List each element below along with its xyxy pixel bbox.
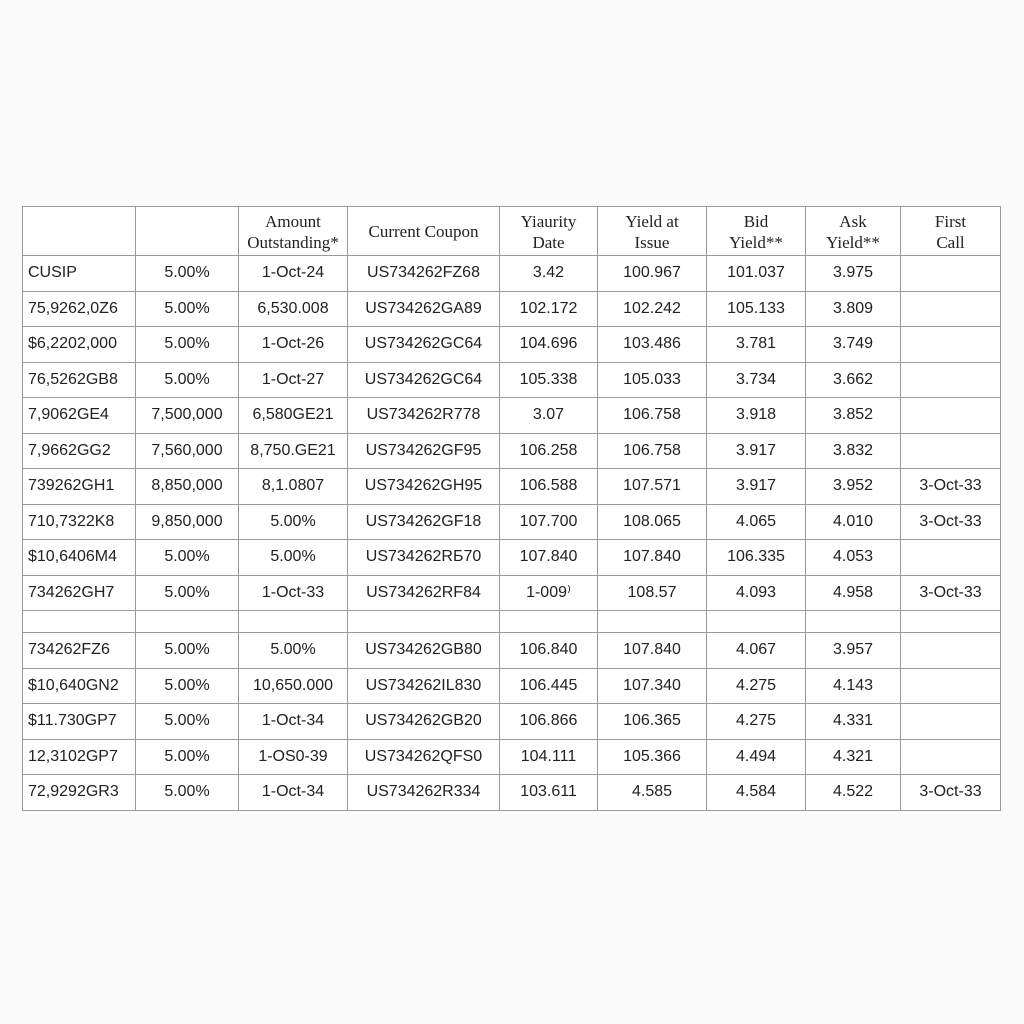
table-cell: US734262RF84 — [348, 575, 500, 611]
table-cell: 4.143 — [806, 668, 901, 704]
table-cell: 106.588 — [500, 469, 598, 505]
table-cell: 734262GH7 — [23, 575, 136, 611]
table-cell: $10,640GN2 — [23, 668, 136, 704]
table-cell: 3.975 — [806, 256, 901, 292]
table-cell: 101.037 — [707, 256, 806, 292]
table-cell: 4.067 — [707, 633, 806, 669]
table-cell — [901, 739, 1001, 775]
table-cell: 3-Oct-33 — [901, 469, 1001, 505]
table-row — [23, 668, 1001, 704]
table-cell: 103.611 — [500, 775, 598, 811]
table-cell: 4.275 — [707, 704, 806, 740]
table-row — [23, 775, 1001, 811]
table-row — [23, 704, 1001, 740]
table-cell: 1-Oct-34 — [239, 704, 348, 740]
table-cell: 106.758 — [598, 398, 707, 434]
table-row — [23, 611, 1001, 633]
table-cell: $6,2202,000 — [23, 327, 136, 363]
table-cell: 104.111 — [500, 739, 598, 775]
table-cell: 3.749 — [806, 327, 901, 363]
table-cell: 3.852 — [806, 398, 901, 434]
column-header — [598, 207, 707, 256]
table-cell: 5.00% — [136, 291, 239, 327]
table-cell: 1-Oct-34 — [239, 775, 348, 811]
table-cell: 12,3102GP7 — [23, 739, 136, 775]
table-cell: 10,650.000 — [239, 668, 348, 704]
table-cell: 106.866 — [500, 704, 598, 740]
table-cell: 3.781 — [707, 327, 806, 363]
table-cell: 105.033 — [598, 362, 707, 398]
column-header-line: Amount — [265, 211, 321, 231]
table-cell: 107.700 — [500, 504, 598, 540]
column-header-line: First — [934, 211, 967, 231]
table-cell — [598, 611, 707, 633]
table-cell: 4.275 — [707, 668, 806, 704]
table-cell: US734262R778 — [348, 398, 500, 434]
table-cell: 108.065 — [598, 504, 707, 540]
table-cell: 75,9262,0Z6 — [23, 291, 136, 327]
table-cell: 7,9062GE4 — [23, 398, 136, 434]
column-header-line: Yield** — [729, 232, 783, 252]
column-header — [23, 207, 136, 256]
table-row — [23, 256, 1001, 292]
column-header-line: Date — [532, 232, 565, 252]
table-cell: US734262IL830 — [348, 668, 500, 704]
table-cell — [901, 611, 1001, 633]
column-header-line: Yiaurity — [520, 211, 577, 231]
table-cell: 7,560,000 — [136, 433, 239, 469]
table-cell: 4.585 — [598, 775, 707, 811]
column-header — [239, 207, 348, 256]
table-cell: 107.840 — [598, 633, 707, 669]
table-cell: 105.338 — [500, 362, 598, 398]
header-row — [23, 207, 1001, 256]
table-cell: 108.57 — [598, 575, 707, 611]
table-cell: 103.486 — [598, 327, 707, 363]
table-cell — [901, 291, 1001, 327]
column-header-line: Ask — [839, 211, 867, 231]
column-header-line: Yield at — [625, 211, 679, 231]
table-cell: US734262GC64 — [348, 327, 500, 363]
table-cell — [707, 611, 806, 633]
table-body — [23, 256, 1001, 811]
table-cell: 4.522 — [806, 775, 901, 811]
table-row — [23, 469, 1001, 505]
table-cell: 106.840 — [500, 633, 598, 669]
table-cell: US734262GH95 — [348, 469, 500, 505]
table-cell: 3.734 — [707, 362, 806, 398]
table-cell: 107.840 — [500, 540, 598, 576]
table-cell — [901, 327, 1001, 363]
table-cell: 5.00% — [239, 633, 348, 669]
table-cell: 1-OS0-39 — [239, 739, 348, 775]
table-cell: US734262FZ68 — [348, 256, 500, 292]
table-cell — [239, 611, 348, 633]
table-cell: 106.758 — [598, 433, 707, 469]
table-row — [23, 327, 1001, 363]
table-cell: 3.662 — [806, 362, 901, 398]
table-cell: US734262GC64 — [348, 362, 500, 398]
table-cell: 72,9292GR3 — [23, 775, 136, 811]
table-cell: 105.366 — [598, 739, 707, 775]
table-cell — [23, 611, 136, 633]
table-cell — [806, 611, 901, 633]
table-cell — [348, 611, 500, 633]
table-cell — [500, 611, 598, 633]
table-cell: 5.00% — [136, 775, 239, 811]
table-cell — [901, 256, 1001, 292]
table-cell: 9,850,000 — [136, 504, 239, 540]
table-row — [23, 504, 1001, 540]
table-cell: 5.00% — [239, 540, 348, 576]
table-cell: $11.730GP7 — [23, 704, 136, 740]
table-cell: 3.918 — [707, 398, 806, 434]
table-cell: 8,750.GE21 — [239, 433, 348, 469]
table-row — [23, 433, 1001, 469]
table-cell — [901, 540, 1001, 576]
table-cell — [901, 668, 1001, 704]
table-cell: 6,580GE21 — [239, 398, 348, 434]
table-cell: 107.840 — [598, 540, 707, 576]
table-cell: US734262GF95 — [348, 433, 500, 469]
table-row — [23, 398, 1001, 434]
table-cell: 4.584 — [707, 775, 806, 811]
table-cell — [901, 433, 1001, 469]
table-cell: 4.093 — [707, 575, 806, 611]
table-cell: 4.053 — [806, 540, 901, 576]
table-cell: 5.00% — [136, 256, 239, 292]
table-cell: 3.917 — [707, 433, 806, 469]
table-cell — [901, 362, 1001, 398]
column-header-line: Call — [936, 232, 965, 252]
table-cell: 5.00% — [136, 668, 239, 704]
column-header-line: Yield** — [826, 232, 880, 252]
table-cell: US734262RБ70 — [348, 540, 500, 576]
table-cell: 5.00% — [136, 575, 239, 611]
table-cell: 8,850,000 — [136, 469, 239, 505]
table-cell: US734262GF18 — [348, 504, 500, 540]
column-header — [348, 207, 500, 256]
table-cell: 3.832 — [806, 433, 901, 469]
table-cell: 739262GH1 — [23, 469, 136, 505]
table-row — [23, 575, 1001, 611]
table-cell: 7,500,000 — [136, 398, 239, 434]
table-cell — [901, 704, 1001, 740]
table-cell: US734262GB20 — [348, 704, 500, 740]
table-cell: 6,530.008 — [239, 291, 348, 327]
table-cell: 8,1.0807 — [239, 469, 348, 505]
table-cell: 4.010 — [806, 504, 901, 540]
table-cell: 102.242 — [598, 291, 707, 327]
table-cell: $10,6406M4 — [23, 540, 136, 576]
table-cell: 4.065 — [707, 504, 806, 540]
table-row — [23, 291, 1001, 327]
table-cell: 5.00% — [136, 327, 239, 363]
table-cell: 106.445 — [500, 668, 598, 704]
table-cell: 1-Oct-27 — [239, 362, 348, 398]
table-cell: 4.321 — [806, 739, 901, 775]
table-cell: 5.00% — [136, 633, 239, 669]
table-cell: 3.917 — [707, 469, 806, 505]
table-cell: 106.258 — [500, 433, 598, 469]
table-cell: 3.809 — [806, 291, 901, 327]
table-row — [23, 540, 1001, 576]
table-cell: 5.00% — [136, 540, 239, 576]
table-cell: 3.07 — [500, 398, 598, 434]
column-header-line: Bid — [743, 211, 769, 231]
table-cell — [136, 611, 239, 633]
table-cell — [901, 633, 1001, 669]
table-cell: 710,7322K8 — [23, 504, 136, 540]
table-cell: US734262GB80 — [348, 633, 500, 669]
table-cell: 3-Oct-33 — [901, 504, 1001, 540]
table-cell — [901, 398, 1001, 434]
column-header-line: Current Coupon — [368, 222, 479, 241]
column-header — [707, 207, 806, 256]
table-cell: 4.958 — [806, 575, 901, 611]
table-cell: 3-Oct-33 — [901, 775, 1001, 811]
table-cell: 107.571 — [598, 469, 707, 505]
table-cell: 1-009⁾ — [500, 575, 598, 611]
table-cell: 105.133 — [707, 291, 806, 327]
table-cell: 1-Oct-26 — [239, 327, 348, 363]
table-cell: 107.340 — [598, 668, 707, 704]
column-header — [901, 207, 1001, 256]
table-cell: 104.696 — [500, 327, 598, 363]
table-cell: 106.365 — [598, 704, 707, 740]
table-cell: 5.00% — [239, 504, 348, 540]
table-cell: 3.952 — [806, 469, 901, 505]
table-cell: 5.00% — [136, 739, 239, 775]
table-cell: 1-Oct-24 — [239, 256, 348, 292]
table-cell: 3.42 — [500, 256, 598, 292]
column-header-line: Outstanding* — [247, 232, 339, 252]
bond-table-container — [22, 206, 1000, 811]
table-cell: US734262R334 — [348, 775, 500, 811]
table-cell: 5.00% — [136, 704, 239, 740]
column-header — [806, 207, 901, 256]
table-cell: 4.494 — [707, 739, 806, 775]
column-header — [500, 207, 598, 256]
table-cell: 100.967 — [598, 256, 707, 292]
table-cell: 3-Oct-33 — [901, 575, 1001, 611]
table-row — [23, 633, 1001, 669]
table-cell: 102.172 — [500, 291, 598, 327]
table-row — [23, 362, 1001, 398]
column-header-line: Issue — [634, 232, 670, 252]
table-cell: CUSIP — [23, 256, 136, 292]
table-cell: 3.957 — [806, 633, 901, 669]
table-cell: US734262QFS0 — [348, 739, 500, 775]
table-cell: 106.335 — [707, 540, 806, 576]
table-cell: 4.331 — [806, 704, 901, 740]
table-cell: 734262FZ6 — [23, 633, 136, 669]
table-cell: 1-Oct-33 — [239, 575, 348, 611]
column-header — [136, 207, 239, 256]
bond-table — [22, 206, 1001, 811]
table-cell: US734262GA89 — [348, 291, 500, 327]
table-cell: 5.00% — [136, 362, 239, 398]
table-cell: 76,5262GB8 — [23, 362, 136, 398]
table-row — [23, 739, 1001, 775]
table-cell: 7,9662GG2 — [23, 433, 136, 469]
